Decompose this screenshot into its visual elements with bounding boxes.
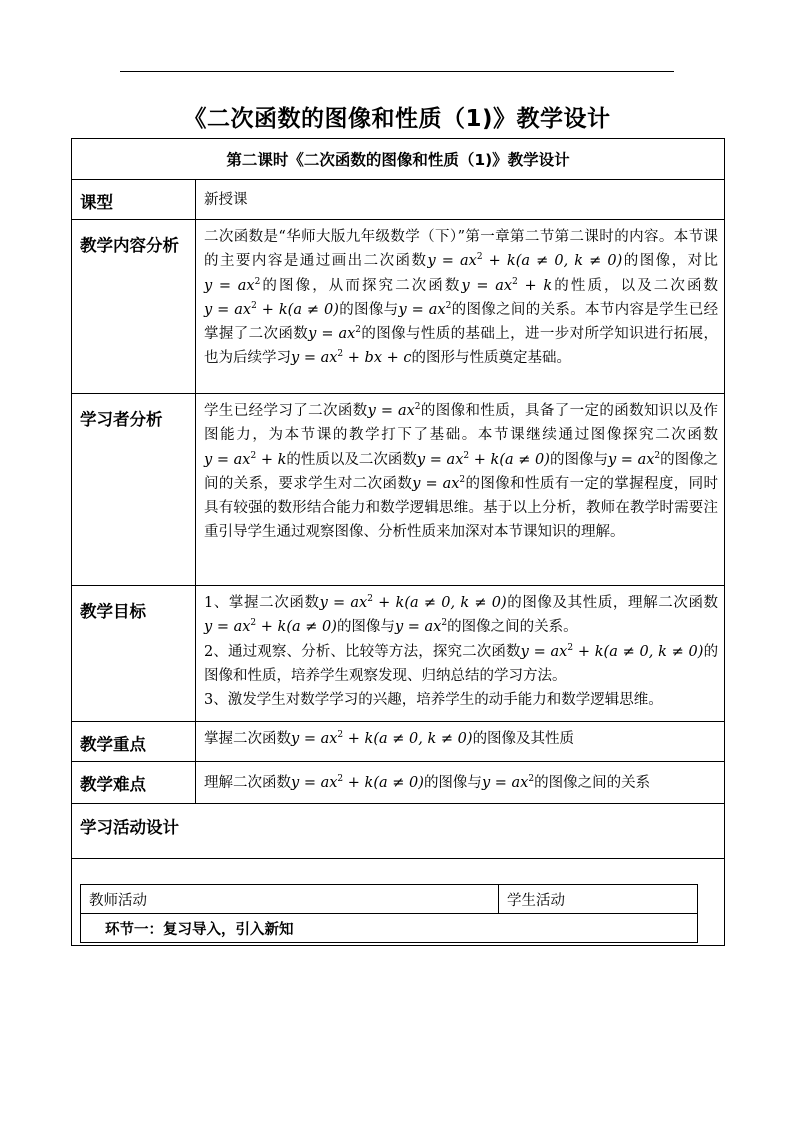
activity-design-row (72, 804, 725, 859)
lesson-type-value (196, 180, 725, 220)
text-segment: 的图像之间的关系。 (447, 619, 578, 636)
lesson-type-label: 课型 (72, 180, 196, 220)
lesson-type-text: 新授课 (204, 191, 248, 208)
learner-analysis-label: 学习者分析 (72, 394, 196, 586)
activity-design-label: 学习活动设计 (72, 804, 725, 859)
objectives-label: 教学目标 (72, 586, 196, 722)
activity-header-row (81, 885, 698, 914)
objectives-text (196, 586, 725, 722)
text-segment: 的图像及其性质，理解二次函数 (506, 595, 719, 611)
formula: $y = ax^2 + k(a \ne 0)$ (204, 618, 337, 636)
lesson-type-row (72, 180, 725, 220)
lesson-plan-table (71, 138, 725, 946)
activity-section-row (81, 914, 698, 943)
learner-analysis-row (72, 394, 725, 586)
text-segment: 的性质，以及二次函数 (552, 277, 719, 294)
content-analysis-text (196, 220, 725, 394)
text-segment: 2、通过观察、分析、比较等方法，探究二次函数 (204, 643, 521, 660)
formula: $y = ax^2$ (204, 276, 261, 294)
formula: $y = ax^2 + k(a \ne 0$, k ≠ 0) (319, 594, 507, 611)
table-heading: 第二课时《二次函数的图像和性质（1)》教学设计 (72, 139, 725, 180)
text-segment: 的图像和性质，培养学生观察发现、归纳总结的学习方法。 (204, 643, 719, 684)
difficulties-row (72, 762, 725, 804)
key-points-label: 教学重点 (72, 722, 196, 762)
text-segment: 学生已经学习了二次函数 (204, 403, 368, 419)
difficulties-text (196, 762, 725, 804)
table-heading-row (72, 139, 725, 180)
objective-3: 3、激发学生对数学学习的兴趣，培养学生的动手能力和数学逻辑思维。 (204, 692, 663, 709)
text-segment: 的图像与 (338, 301, 399, 318)
content-analysis-label: 教学内容分析 (72, 220, 196, 394)
text-segment: 的图像之间的关系 (534, 775, 651, 791)
formula: $y = ax^2 + k(a \ne 0$, k ≠ 0) (291, 730, 473, 747)
formula: $y = ax^2 + k(a \ne 0$, k ≠ 0) (520, 642, 704, 660)
activity-table-cell (72, 859, 725, 946)
text-segment: 的图像，对比 (622, 253, 719, 270)
text-segment: 理解二次函数 (204, 775, 291, 791)
formula: $y = ax^2$ (412, 475, 466, 492)
objective-2 (204, 640, 718, 689)
section-1-title: 环节一：复习导入，引入新知 (81, 914, 698, 943)
text-segment: 的性质以及二次函数 (286, 451, 417, 468)
formula: $y = ax^2$ (394, 618, 448, 636)
formula: $y = ax^2 + k(a \ne 0$, k ≠ 0) (427, 252, 623, 270)
activity-table (80, 884, 698, 943)
text-segment: 的图形与性质奠定基础。 (411, 350, 572, 367)
objective-1 (204, 591, 718, 640)
objectives-row (72, 586, 725, 722)
key-points-text (196, 722, 725, 762)
formula: $y = ax^2$ (607, 450, 661, 468)
text-segment: 的图像之间的关系。本节内容是学生已经掌握了二次函数 (204, 301, 719, 343)
text-segment: 的图像及其性质 (472, 731, 575, 747)
student-activity-header: 学生活动 (499, 885, 698, 914)
formula: $y = ax^2 + k(a \ne 0)$ (416, 450, 550, 468)
text-segment: 掌握二次函数 (204, 731, 291, 747)
text-segment: 的图像与 (336, 619, 395, 636)
header-rule (120, 71, 674, 72)
text-segment: 的图像和性质，具备了一定的函数知识以及作图能力，为本节课的教学打下了基础。本节课继续通过图像探究二次函数 (204, 403, 719, 444)
text-segment: 的图像和性质有一定的掌握程度，同时具有较强的数形结合能力和数学逻辑思维。基于以上分析，教师在教学时需要注重引导学生通过观察图像、分析性质来加深对本节课知识的理解。 (204, 475, 719, 541)
formula: $y = ax^2$ (367, 402, 421, 419)
learner-analysis-text (196, 394, 725, 586)
formula: $y = ax^2$ (308, 325, 362, 343)
teacher-activity-header: 教师活动 (81, 885, 499, 914)
difficulties-label: 教学难点 (72, 762, 196, 804)
key-points-row (72, 722, 725, 762)
document-title: 《二次函数的图像和性质（1)》教学设计 (183, 106, 611, 132)
text-segment: 的图像与性质的基础上，进一步对所学知识进行拓展，也为后续学习 (204, 326, 719, 367)
formula: $y = ax^2 + k(a \ne 0)$ (204, 301, 339, 318)
formula: $y = ax^2 + k(a \ne 0)$ (291, 774, 424, 791)
text-segment: 的图像，从而探究二次函数 (260, 277, 462, 294)
text-segment: 的图像与 (423, 775, 482, 791)
activity-table-row (72, 859, 725, 946)
text-segment: 的图像与 (549, 451, 608, 468)
content-analysis-row (72, 220, 725, 394)
formula: $y = ax^2$ + bx + c (291, 349, 412, 367)
formula: $y = ax^2 + k$ (204, 450, 287, 468)
text-segment: 二次函数是“华师大版九年级数学（下）”第一章第二节第二课时的内容。本节课的主要内容是通过画出二次函数 (204, 229, 718, 270)
formula: $y = ax^2$ (481, 774, 535, 791)
formula: $y = ax^2$ (398, 301, 452, 318)
text-segment: 的图像之间的关系，要求学生对二次函数 (204, 451, 719, 492)
formula: $y = ax^2 + k$ (461, 276, 553, 294)
text-segment: 1、掌握二次函数 (204, 595, 320, 611)
